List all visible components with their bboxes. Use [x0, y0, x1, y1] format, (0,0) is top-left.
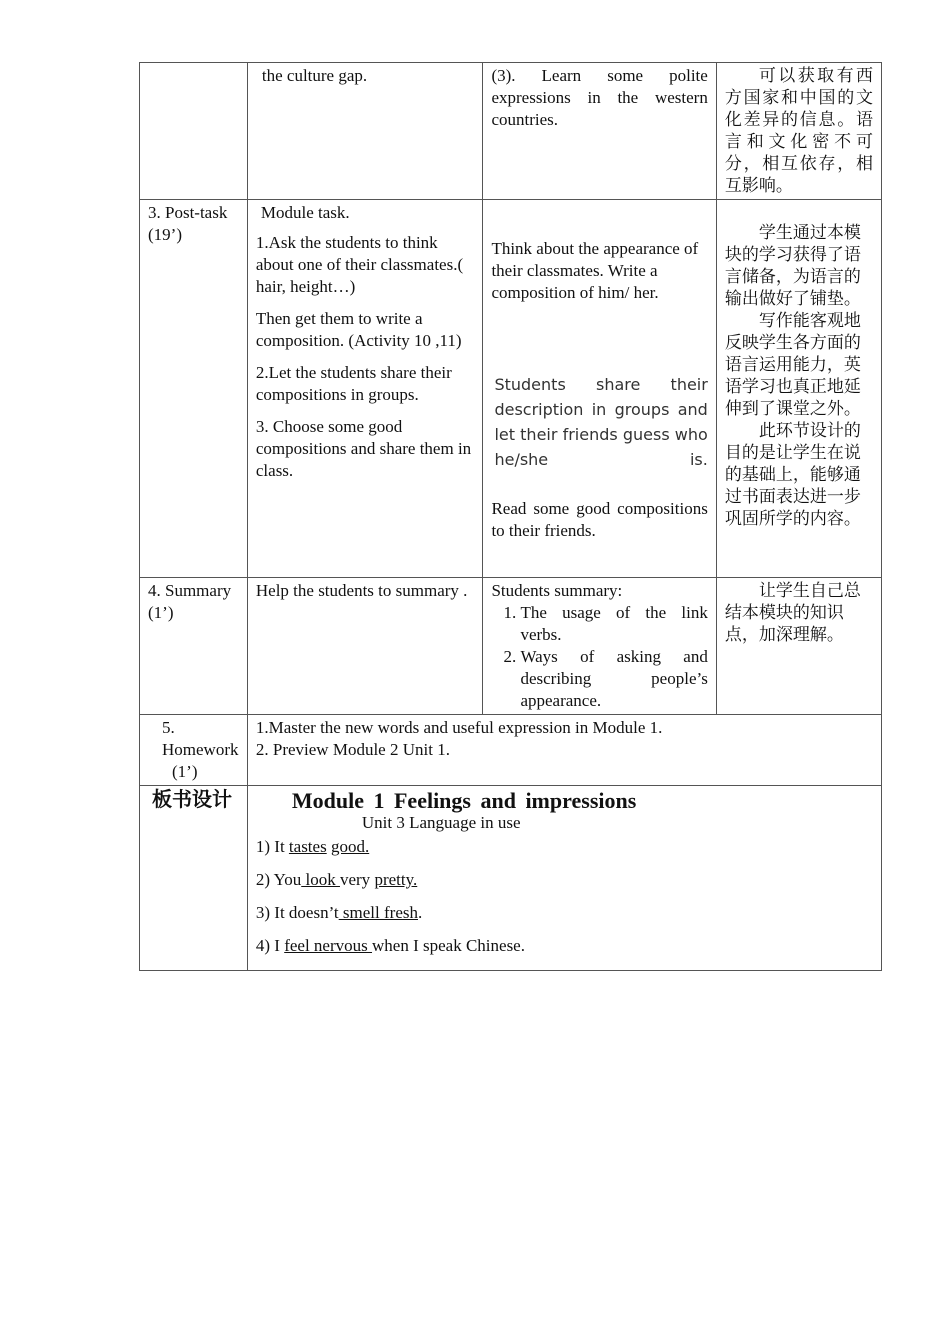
board-title: Module 1 Feelings and impressions — [291, 788, 637, 813]
underlined-word: tastes — [288, 837, 327, 856]
underlined-word: smell fresh — [338, 903, 418, 922]
stage-label: 3. Post-task — [148, 203, 228, 222]
teacher-activity-cell — [247, 63, 483, 200]
board-line — [256, 902, 873, 924]
homework-cell — [247, 715, 881, 786]
line-text: . — [418, 903, 423, 922]
student-think-text: Think about the appearance of their classmates. Write a composition of him/ her. — [491, 239, 699, 302]
homework-item: 1.Master the new words and useful expression in Module 1. — [255, 718, 663, 737]
student-activity-cell — [483, 578, 716, 715]
board-line — [256, 935, 873, 957]
stage-time: (1’) — [148, 603, 174, 622]
student-activity-text: (3). Learn some polite expressions in the western countries. — [491, 66, 708, 129]
underlined-word: feel nervous — [284, 936, 373, 955]
line-text: when I speak Chinese. — [372, 936, 525, 955]
underlined-word: look — [301, 870, 340, 889]
board-heading-cell — [140, 786, 248, 971]
teacher-step: Module task. — [260, 203, 350, 222]
teacher-activity-cell — [247, 200, 483, 578]
teacher-activity-text: the culture gap. — [261, 66, 368, 85]
lesson-plan-table — [139, 62, 882, 971]
table-row — [140, 200, 882, 578]
design-intent-cell — [716, 578, 881, 715]
student-activity-cell — [483, 200, 716, 578]
board-line — [256, 836, 873, 858]
design-intent-text: 让学生自己总结本模块的知识点，加深理解。 — [724, 581, 861, 645]
teacher-step: 2.Let the students share their compositions in groups. — [255, 363, 452, 404]
teacher-step: Then get them to write a composition. (Activity 10 ,11) — [255, 309, 462, 350]
table-row — [140, 786, 882, 971]
stage-label: 4. Summary — [148, 581, 232, 600]
teacher-step: 1.Ask the students to think about one of their classmates.( hair, height…) — [255, 233, 464, 296]
student-activity-cell — [483, 63, 716, 200]
stage-label: Homework — [162, 740, 239, 759]
design-intent-text: 此环节设计的目的是让学生在说的基础上，能够通过书面表达进一步巩固所学的内容。 — [724, 421, 861, 529]
board-design-cell — [247, 786, 881, 971]
summary-list — [491, 602, 707, 712]
stage-time: (1’) — [172, 762, 198, 781]
student-read-text: Read some good compositions to their friends. — [491, 499, 708, 540]
design-intent-text: 学生通过本模块的学习获得了语言储备，为语言的输出做好了铺垫。 — [724, 223, 861, 309]
stage-time: (19’) — [148, 225, 182, 244]
teacher-activity-text: Help the students to summary . — [255, 581, 468, 600]
underlined-word: pretty. — [374, 870, 418, 889]
line-text: 1) It — [255, 837, 289, 856]
stage-cell — [140, 578, 248, 715]
teacher-activity-cell — [247, 578, 483, 715]
design-intent-text: 可以获取有西方国家和中国的文化差异的信息。语言和文化密不可分，相互依存，相互影响。 — [724, 66, 873, 196]
design-intent-cell — [716, 63, 881, 200]
board-line — [256, 869, 873, 891]
table-row — [140, 715, 882, 786]
line-text: 2) You — [255, 870, 302, 889]
table-row — [140, 63, 882, 200]
line-text: very — [339, 870, 375, 889]
stage-cell — [140, 63, 248, 200]
list-item: 1. The usage of the link verbs. — [520, 602, 707, 646]
design-intent-cell — [716, 200, 881, 578]
list-item: 2. Ways of asking and describing people’s appearance. — [520, 646, 707, 712]
underlined-word: good. — [330, 837, 370, 856]
stage-number: 5. — [162, 718, 175, 737]
line-text: 3) It doesn’t — [255, 903, 339, 922]
stage-cell — [140, 715, 248, 786]
stage-cell — [140, 200, 248, 578]
summary-heading: Students summary: — [491, 581, 623, 600]
homework-item: 2. Preview Module 2 Unit 1. — [255, 740, 450, 759]
board-subtitle: Unit 3 Language in use — [361, 813, 521, 832]
design-intent-text: 写作能客观地反映学生各方面的语言运用能力，英语学习也真正地延伸到了课堂之外。 — [724, 311, 861, 419]
table-row — [140, 578, 882, 715]
line-text: 4) I — [255, 936, 285, 955]
pasted-image-text: Students share their description in groups and let their friends guess who he/she is. — [494, 375, 708, 469]
board-design-heading: 板书设计 — [152, 787, 232, 811]
teacher-step: 3. Choose some good compositions and share them in class. — [255, 417, 472, 480]
